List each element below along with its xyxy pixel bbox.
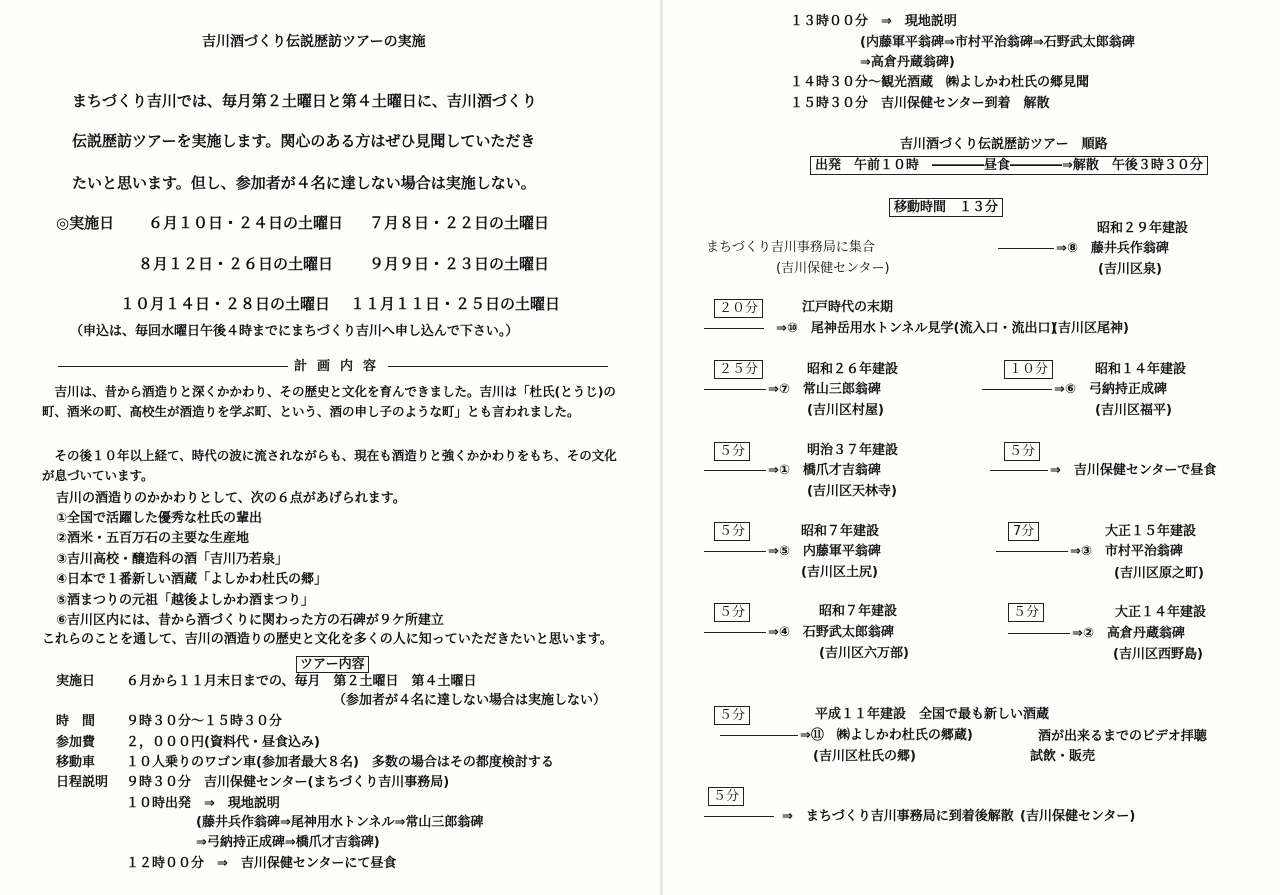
detail-value: ９時３０分 吉川保健センター(まちづくり吉川事務局) [126,775,450,790]
start-point: まちづくり吉川事務局に集合 [706,240,875,255]
route-stop-8 [998,241,1169,257]
stop-area: (吉川区六万部) [819,646,909,661]
travel-time-box: １０分 [1004,360,1053,379]
itinerary-line: ⇒高倉丹蔵翁碑) [860,55,955,70]
route-title: 吉川酒づくり伝説歴訪ツアー 順路 [900,137,1108,152]
stop-area: (吉川区泉) [1098,262,1162,277]
stop-area: (吉川区村屋) [807,403,884,418]
route-stop-11 [720,728,973,744]
intro-line-1: まちづくり吉川では、毎月第２土曜日と第４土曜日に、吉川酒づくり [72,92,537,110]
travel-time-label: 移動時間 １３分 [889,198,1003,217]
detail-value: ２，０００円(資料代・昼食込み) [126,735,320,750]
plan-divider [58,355,618,374]
stop-area: (吉川区西野島) [1113,647,1203,662]
detail-value: ９時３０分～１５時３０分 [126,714,283,729]
detail-key: 移動車 [56,755,96,770]
itinerary-line: ⇒弓納持正成碑⇒橋爪才吉翁碑) [196,835,380,850]
itinerary-line: １３時００分 ⇒ 現地説明 [790,14,957,29]
travel-time-box: ２５分 [714,360,763,379]
schedule-date: １０月１４日・２８日の土曜日 [120,295,331,313]
route-stop-7 [704,382,881,398]
itinerary-line: (藤井兵作翁碑⇒尾神用水トンネル⇒常山三郎翁碑 [196,815,484,830]
route-summary: 出発 午前１０時 ――――昼食――――⇒解散 午後３時３０分 [810,156,1208,175]
stop-name: ⇒② 高倉丹蔵翁碑 [1072,626,1185,641]
travel-time-box: ５分 [714,706,750,725]
schedule-date: ６月１０日・２４日の土曜日 [148,214,344,232]
tour-heading: ツアー内容 [296,656,369,673]
itinerary-line: １４時３０分～観光酒蔵 ㈱よしかわ杜氏の郷見聞 [790,75,1090,90]
stop-era: 平成１１年建設 全国で最も新しい酒蔵 [815,707,1050,722]
stop-era: 昭和７年建設 [801,524,880,539]
stop-name: ⇒⑧ 藤井兵作翁碑 [1056,241,1169,256]
stop-name: ⇒ まちづくり吉川事務局に到着後解散 [782,809,1014,824]
itinerary-line: １５時３０分 吉川保健センター到着 解散 [790,96,1050,111]
route-stop-2 [1008,626,1185,642]
route-end [704,809,1014,825]
list-item: ①全国で活躍した優秀な杜氏の輩出 [56,511,263,526]
list-item: ④日本で１番新しい酒蔵「よしかわ杜氏の郷」 [56,572,328,587]
stop-era: 昭和１４年建設 [1095,362,1187,377]
points-intro: 吉川の酒造りのかかわりとして、次の６点があげられます。 [56,491,406,506]
stop-area: (吉川区原之町) [1114,566,1204,581]
stop-name: ⇒⑥ 弓納持正成碑 [1054,382,1167,397]
stop-name: ⇒① 橋爪才吉翁碑 [768,463,881,478]
stop-area: (吉川区土尻) [801,565,878,580]
schedule-date: １１月１１日・２５日の土曜日 [350,295,561,313]
detail-value: １０人乗りのワゴン車(参加者最大８名) 多数の場合はその都度検討する [126,755,554,770]
travel-time-box: ５分 [1004,442,1040,461]
route-stop-4 [704,625,894,641]
travel-time-box: ５分 [708,787,744,806]
detail-key: 実施日 [56,674,96,689]
route-stop-10 [704,321,1056,337]
stop-name: ⇒ 吉川保健センターで昼食 [1050,463,1217,478]
list-item: ③吉川高校・醸造科の酒「吉川乃若泉」 [56,552,289,567]
intro-line-2: 伝説歴訪ツアーを実施します。関心のある方はぜひ見聞していただき [72,132,536,150]
stop-era: 昭和２６年建設 [807,362,899,377]
travel-time-box: ２０分 [714,299,763,318]
schedule-label: ◎実施日 [56,214,115,232]
stop-name: ⇒⑦ 常山三郎翁碑 [768,382,881,397]
travel-time-box: 7分 [1008,522,1039,541]
right-page [668,0,1280,895]
stop-area: (吉川保健センター) [1020,809,1136,824]
stop-era: 明治３７年建設 [807,443,899,458]
itinerary-line: １２時００分 ⇒ 吉川保健センターにて昼食 [126,856,397,871]
route-stop-3 [996,544,1183,560]
route-stop-1 [704,463,881,479]
stop-note: 試飲・販売 [1030,749,1096,764]
schedule-date: ８月１２日・２６日の土曜日 [138,255,334,273]
itinerary-line: １０時出発 ⇒ 現地説明 [126,796,280,811]
travel-time-box: ５分 [1008,603,1044,622]
detail-value: ６月から１１月末日までの、毎月 第２土曜日 第４土曜日 [126,674,477,689]
schedule-date: ７月８日・２２日の土曜日 [369,214,550,232]
list-item: ⑥吉川区内には、昔から酒づくりに関わった方の石碑が９ケ所建立 [56,613,444,628]
start-area: (吉川保健センター) [776,261,890,276]
itinerary-line: (内藤軍平翁碑⇒市村平治翁碑⇒石野武太郎翁碑 [860,35,1135,50]
document-title: 吉川酒づくり伝説歴訪ツアーの実施 [202,34,426,50]
stop-era: 大正１４年建設 [1115,605,1207,620]
travel-time-box: ５分 [714,442,750,461]
stop-era: 大正１５年建設 [1105,524,1197,539]
travel-time-box: ５分 [714,603,750,622]
plan-paragraph: その後１０年以上経て、時代の波に流されながらも、現在も酒造りと強くかかわりをもち、その文化が息づいています。 [42,448,617,483]
route-stop-5 [704,544,881,560]
list-item: ②酒米・五百万石の主要な生産地 [56,531,250,546]
travel-time-box: ５分 [714,522,750,541]
intro-line-3: たいと思います。但し、参加者が４名に達しない場合は実施しない。 [72,174,536,192]
stop-area: (吉川区福平) [1095,403,1172,418]
route-stop-6 [982,382,1167,398]
schedule-date: ９月９日・２３日の土曜日 [369,255,550,273]
apply-note: （申込は、毎回水曜日午後４時までにまちづくり吉川へ申し込んで下さい。） [70,324,519,339]
plan-paragraph: 吉川は、昔から酒造りと深くかかわり、その歴史と文化を育んできました。吉川は「杜氏(とうじ)の町、酒米の町、高校生が酒造りを学ぶ町、という、酒の申し子のような町」とも言われました。 [42,384,616,419]
stop-name: ⇒⑩ 尾神岳用水トンネル見学(流入口・流出口) [776,321,1057,336]
stop-era: 昭和７年建設 [819,604,898,619]
stop-area: (吉川区尾神) [1052,321,1129,336]
route-lunch [990,463,1216,479]
list-item: ⑤酒まつりの元祖「越後よしかわ酒まつり」 [56,593,315,608]
detail-key: 参加費 [56,735,96,750]
stop-area: (吉川区天林寺) [807,484,897,499]
stop-era: 江戸時代の末期 [802,300,894,315]
closing-sentence: これらのことを通して、吉川の酒造りの歴史と文化を多くの人に知っていただきたいと思います。 [42,632,613,647]
stop-note: 酒が出来るまでのビデオ拝聴 [1038,729,1207,744]
stop-name: ⇒⑤ 内藤軍平翁碑 [768,544,881,559]
detail-key: 日程説明 [56,775,109,790]
stop-name: ⇒④ 石野武太郎翁碑 [768,625,894,640]
stop-area: (吉川区杜氏の郷) [813,749,916,764]
stop-name: ⇒③ 市村平治翁碑 [1070,544,1183,559]
page-gutter [660,0,663,895]
plan-heading: 計画内容 [294,359,387,374]
detail-value: （参加者が４名に達しない場合は実施しない） [333,693,607,708]
detail-key: 時 間 [56,714,96,729]
stop-name: ⇒⑪ ㈱よしかわ杜氏の郷蔵) [800,728,973,743]
stop-era: 昭和２９年建設 [1097,221,1189,236]
